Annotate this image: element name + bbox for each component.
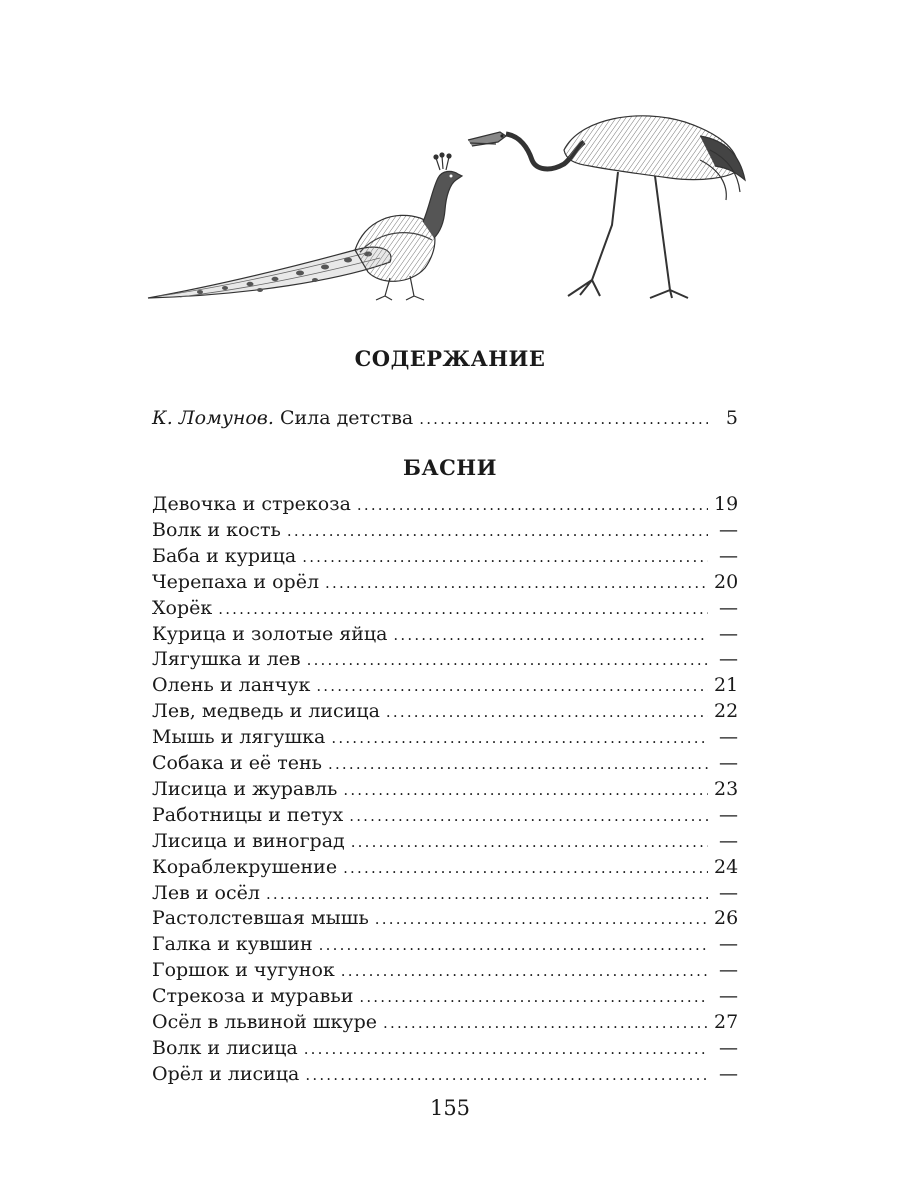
toc-entry-title: Волк и кость [152, 518, 281, 541]
toc-entry-page: — [719, 985, 738, 1008]
toc-entry-page: 24 [714, 855, 739, 878]
toc-entry-page: — [719, 803, 738, 826]
toc-entry-title: Лисица и журавль [152, 777, 338, 800]
toc-leader-dots [341, 958, 708, 984]
toc-entry[interactable] [152, 905, 738, 931]
toc-entry[interactable] [152, 724, 738, 750]
toc-entry-page: — [719, 829, 738, 852]
toc-entry-intro[interactable] [152, 405, 738, 431]
toc-entry[interactable] [152, 569, 738, 595]
toc-entry-page: — [719, 959, 738, 982]
toc-leader-dots [386, 699, 708, 725]
toc-leader-dots [287, 518, 708, 544]
toc-entry-title: Мышь и лягушка [152, 726, 326, 749]
toc-entry-page: 22 [714, 700, 739, 723]
page-title: СОДЕРЖАНИЕ [354, 346, 546, 371]
toc-entry-title: Волк и лисица [152, 1036, 298, 1059]
toc-entry-title: Хорёк [152, 596, 213, 619]
toc-entry[interactable] [152, 828, 738, 854]
toc-entry-title: Лисица и виноград [152, 829, 345, 852]
toc-entry[interactable] [152, 672, 738, 698]
toc-leader-dots [419, 406, 708, 432]
toc-leader-dots [349, 803, 708, 829]
toc-leader-dots [319, 932, 708, 958]
toc-entry-page: — [719, 881, 738, 904]
toc-entry[interactable] [152, 1009, 738, 1035]
toc-entry[interactable] [152, 646, 738, 672]
toc-entry-page: 23 [714, 777, 739, 800]
toc-entry-title: Олень и ланчук [152, 674, 311, 697]
toc-entry-title: Лев, медведь и лисица [152, 700, 380, 723]
toc-entry-page: — [719, 596, 738, 619]
toc-entry[interactable] [152, 776, 738, 802]
toc-leader-dots [331, 725, 708, 751]
toc-entry-page: 19 [714, 493, 739, 515]
toc-entry[interactable] [152, 595, 738, 621]
toc-entry-title: Лев и осёл [152, 881, 260, 904]
toc-entry-page: 21 [714, 674, 739, 697]
toc-leader-dots [325, 570, 708, 596]
toc-entry-page: — [719, 648, 738, 671]
toc-leader-dots [305, 1062, 708, 1088]
peacock-figure [148, 153, 462, 300]
toc-entry-author: К. Ломунов. [152, 407, 274, 429]
toc-leader-dots [359, 984, 708, 1010]
toc-entry[interactable] [152, 957, 738, 983]
toc-entry-page: 5 [725, 407, 738, 429]
toc-entry-title [152, 405, 413, 431]
toc-entry-title: Осёл в львиной шкуре [152, 1011, 378, 1033]
toc-leader-dots [307, 647, 708, 673]
toc-entry-page: — [719, 1062, 738, 1085]
toc-leader-dots [375, 906, 708, 932]
toc-entry-page: — [719, 933, 738, 956]
toc-entry[interactable] [152, 1035, 738, 1061]
toc-entry[interactable] [152, 621, 738, 647]
toc-entry-title: Галка и кувшин [152, 933, 313, 956]
toc-entry[interactable] [152, 698, 738, 724]
toc-entry-page: 26 [714, 907, 739, 930]
toc-leader-dots [343, 777, 708, 803]
toc-entry-title: Лягушка и лев [152, 648, 301, 671]
toc-leader-dots [302, 544, 708, 570]
toc-entry[interactable] [152, 543, 738, 569]
toc-entry-page: — [719, 518, 738, 541]
toc-entry-page: 27 [714, 1011, 739, 1033]
toc-entry[interactable] [152, 854, 738, 880]
toc-entry[interactable] [152, 802, 738, 828]
peacock-and-crane-illustration [140, 100, 760, 315]
toc-entry-page: — [719, 726, 738, 749]
toc-entry-page: — [719, 544, 738, 567]
toc-entry[interactable] [152, 750, 738, 776]
toc-leader-dots [316, 673, 708, 699]
toc-entry-page: — [719, 1036, 738, 1059]
toc-entry[interactable] [152, 491, 738, 517]
toc-leader-dots [266, 881, 708, 907]
toc-entry[interactable] [152, 931, 738, 957]
toc-entry-title: Черепаха и орёл [152, 570, 320, 593]
toc-entry-title: Стрекоза и муравьи [152, 985, 354, 1008]
toc-leader-dots [343, 855, 708, 881]
toc-entry-title: Девочка и стрекоза [152, 493, 351, 515]
toc-entry-page: — [719, 622, 738, 645]
toc-entry-page: 20 [714, 570, 739, 593]
toc-entry[interactable] [152, 880, 738, 906]
toc-entry-title: Баба и курица [152, 544, 297, 567]
toc-entry-title: Кораблекрушение [152, 855, 338, 878]
toc-entry-title: Работницы и петух [152, 803, 344, 826]
section-heading: БАСНИ [403, 455, 497, 480]
toc-entry-page: — [719, 752, 738, 774]
crane-figure [468, 116, 745, 298]
toc-entry-title: Собака и её тень [152, 752, 322, 774]
toc-entry[interactable] [152, 517, 738, 543]
toc-leader-dots [351, 829, 708, 855]
toc-entry[interactable] [152, 983, 738, 1009]
toc-entry-title: Горшок и чугунок [152, 959, 335, 982]
toc-leader-dots [357, 492, 708, 518]
toc-entry-title: Орёл и лисица [152, 1062, 300, 1085]
toc-leader-dots [383, 1010, 708, 1036]
page-number: 155 [429, 1096, 471, 1120]
toc-entry-title: Курица и золотые яйца [152, 622, 388, 645]
toc-leader-dots [328, 751, 708, 777]
toc-entry-title: Растолстевшая мышь [152, 907, 369, 930]
toc-entry-title-text: Сила детства [279, 407, 414, 429]
toc-leader-dots [393, 622, 708, 648]
toc-leader-dots [304, 1036, 708, 1062]
toc-entry[interactable] [152, 1061, 738, 1087]
toc-leader-dots [218, 596, 708, 622]
